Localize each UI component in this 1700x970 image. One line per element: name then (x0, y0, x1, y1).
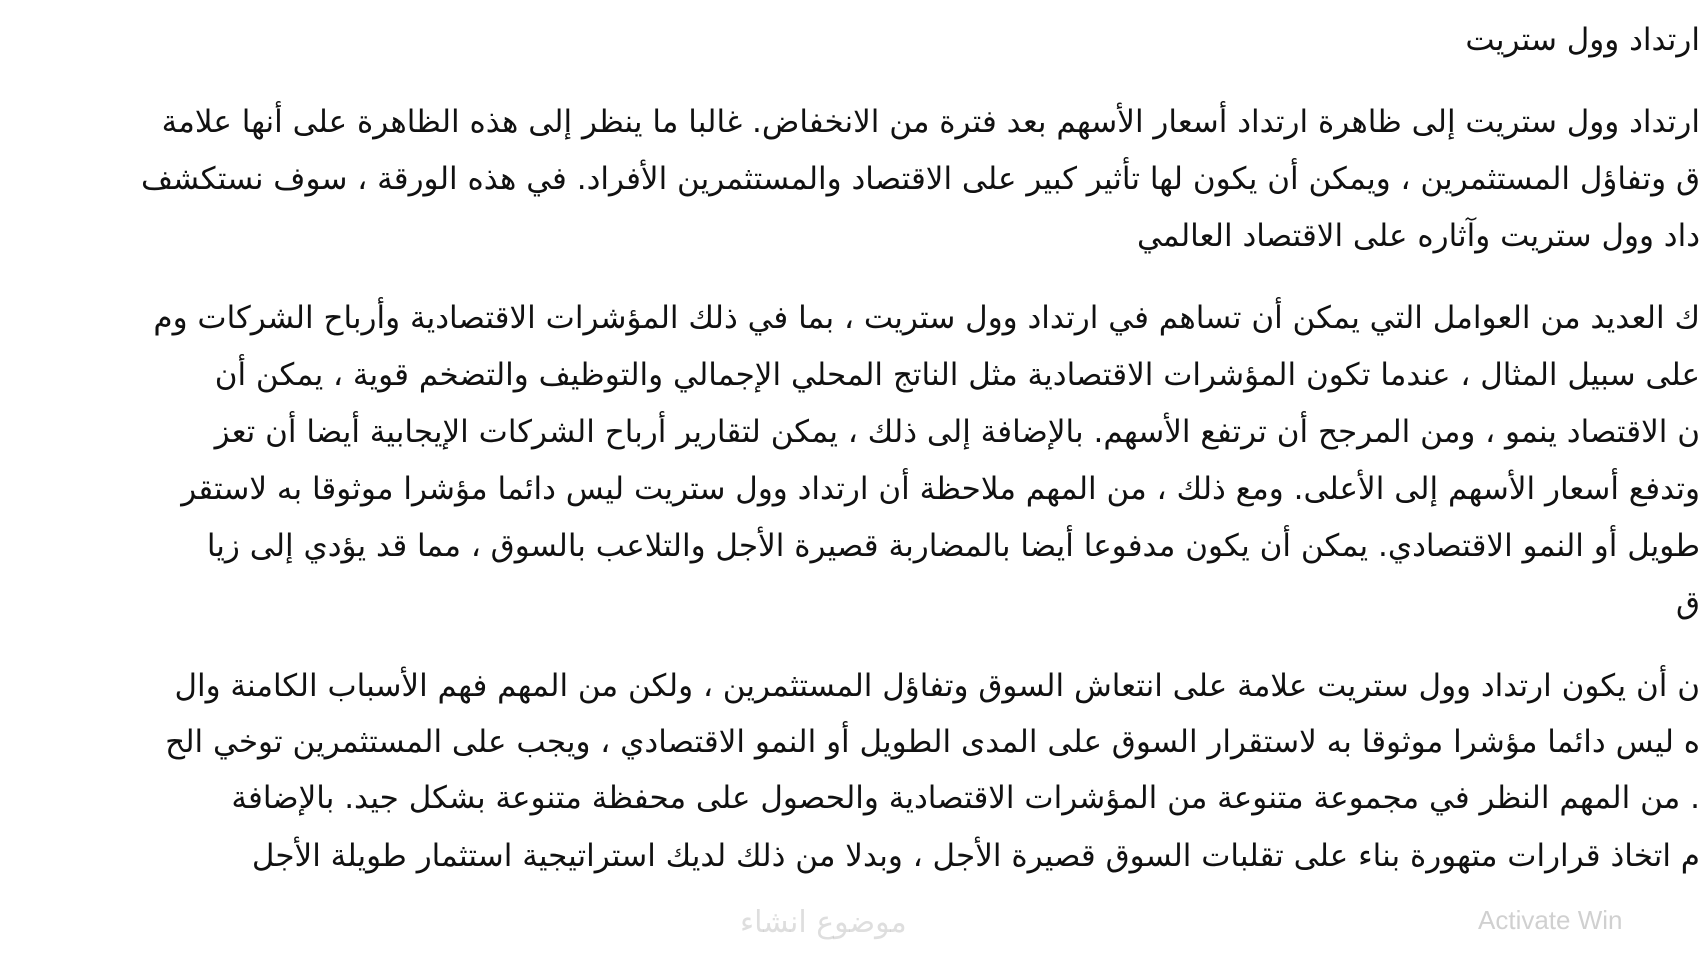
activation-watermark: Activate Win (1478, 905, 1623, 935)
paragraph-line: ق (1675, 585, 1700, 621)
paragraph-line: داد وول ستريت وآثاره على الاقتصاد العالمي (1136, 218, 1700, 254)
paragraph-line: ق وتفاؤل المستثمرين ، ويمكن أن يكون لها تأثير كبير على الاقتصاد والمستثمرين الأفراد. في هذه الورقة ، سوف نستكشف (140, 161, 1700, 197)
paragraph-line: طويل أو النمو الاقتصادي. يمكن أن يكون مدفوعا أيضا بالمضاربة قصيرة الأجل والتلاعب بالسوق ، مما قد يؤدي إلى زيا (206, 528, 1700, 564)
paragraph-line: ن الاقتصاد ينمو ، ومن المرجح أن ترتفع الأسهم. بالإضافة إلى ذلك ، يمكن لتقارير أرباح الشركات الإيجابية أيضا أن تعز (214, 414, 1700, 450)
paragraph-line: وتدفع أسعار الأسهم إلى الأعلى. ومع ذلك ، من المهم ملاحظة أن ارتداد وول ستريت ليس دائما مؤشرا موثوقا به لاستقر (181, 471, 1700, 507)
paragraph-line: ك العديد من العوامل التي يمكن أن تساهم في ارتداد وول ستريت ، بما في ذلك المؤشرات الاقتصادية وأرباح الشركات وم (153, 300, 1700, 336)
paragraph-line: ن أن يكون ارتداد وول ستريت علامة على انتعاش السوق وتفاؤل المستثمرين ، ولكن من المهم فهم الأسباب الكامنة وال (174, 668, 1700, 704)
paragraph-line: ارتداد وول ستريت إلى ظاهرة ارتداد أسعار الأسهم بعد فترة من الانخفاض. غالبا ما ينظر إلى هذه الظاهرة على أنها علامة (161, 104, 1700, 140)
paragraph-line: . من المهم النظر في مجموعة متنوعة من المؤشرات الاقتصادية والحصول على محفظة متنوعة بشكل جيد. بالإضافة (231, 780, 1700, 816)
watermark-text: موضوع انشاء (740, 905, 907, 940)
paragraph-line: ه ليس دائما مؤشرا موثوقا به لاستقرار السوق على المدى الطويل أو النمو الاقتصادي ، ويجب على المستثمرين توخي الح (165, 724, 1700, 760)
paragraph-line: م اتخاذ قرارات متهورة بناء على تقلبات السوق قصيرة الأجل ، وبدلا من ذلك لديك استراتيجية استثمار طويلة الأجل (251, 838, 1700, 874)
paragraph-line: على سبيل المثال ، عندما تكون المؤشرات الاقتصادية مثل الناتج المحلي الإجمالي والتوظيف والتضخم قوية ، يمكن أن (214, 357, 1700, 393)
document-heading: ارتداد وول ستريت (1465, 22, 1700, 58)
